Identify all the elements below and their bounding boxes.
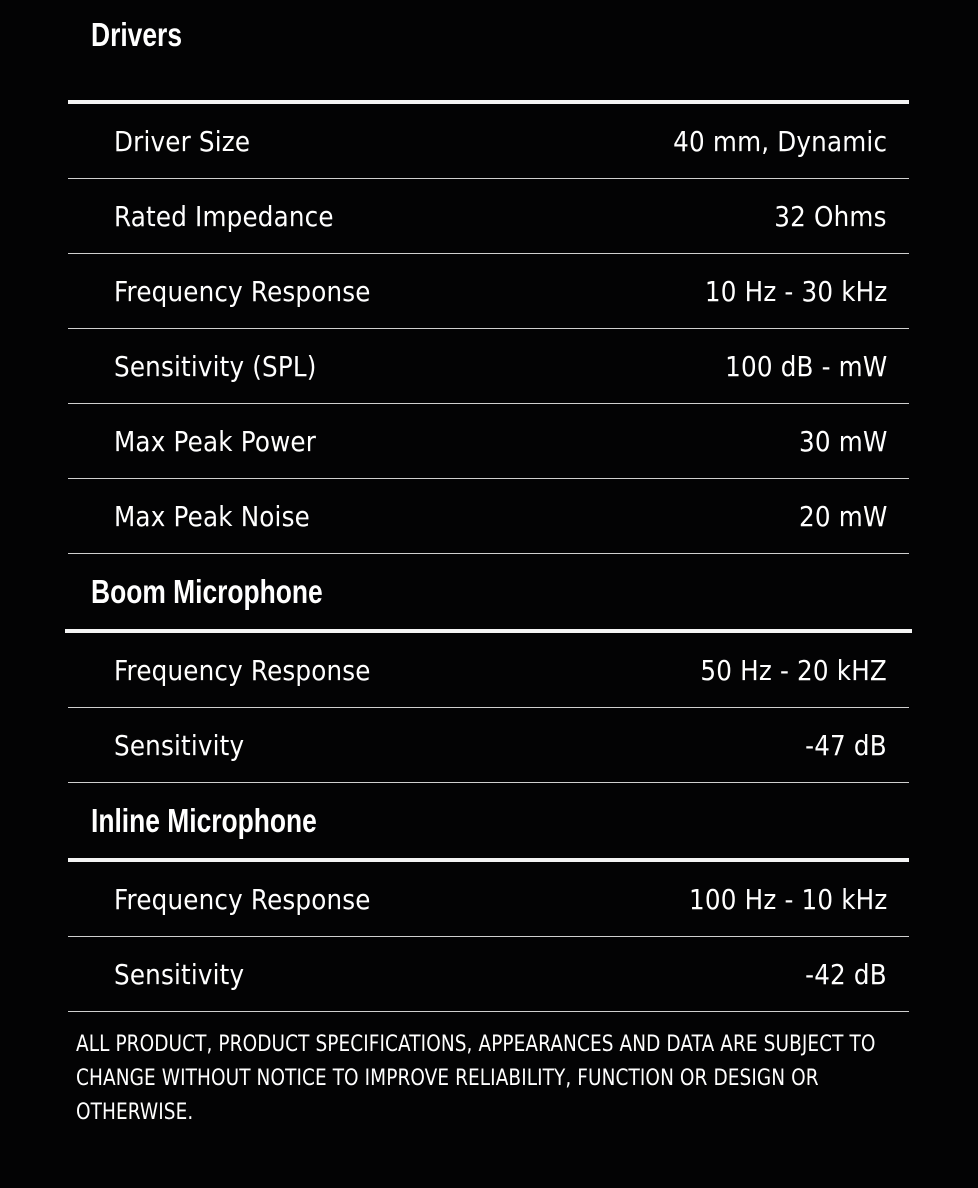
spec-sheet [68,0,909,1012]
spec-row-inline-frequency-response [68,862,909,937]
spec-value: -42 dB [805,957,887,991]
spec-label: Sensitivity [114,957,245,991]
spec-row-sensitivity-spl [68,329,909,404]
spec-row-rated-impedance [68,179,909,254]
spec-value: -47 dB [805,728,887,762]
section-title-drivers: Drivers [91,16,182,53]
spec-row-max-peak-power [68,404,909,479]
spec-label: Frequency Response [114,274,371,308]
spec-label: Driver Size [114,124,251,158]
spec-value: 50 Hz - 20 kHZ [700,653,887,687]
spec-label: Frequency Response [114,882,371,916]
spec-row-max-peak-noise [68,479,909,554]
section-title-boom-microphone: Boom Microphone [91,572,323,610]
spec-value: 100 dB - mW [724,349,887,383]
spec-row-boom-sensitivity [68,708,909,783]
spec-value: 100 Hz - 10 kHz [688,882,887,916]
spec-row-frequency-response [68,254,909,329]
spec-label: Max Peak Noise [114,499,310,533]
spec-label: Rated Impedance [114,199,334,233]
spec-label: Max Peak Power [114,424,317,458]
spec-label: Sensitivity [114,728,245,762]
spec-value: 40 mm, Dynamic [673,124,887,158]
spec-row-boom-frequency-response [68,633,909,708]
spec-label: Frequency Response [114,653,371,687]
spec-value: 32 Ohms [774,199,887,233]
spec-row-driver-size [68,104,909,179]
disclaimer-text: ALL PRODUCT, PRODUCT SPECIFICATIONS, APPEARANCES AND DATA ARE SUBJECT TO CHANGE WITHOUT NOTICE TO IMPROVE RELIABILITY, FUNCTION OR DESIGN OR OTHERWISE. [76,1032,876,1125]
spec-label: Sensitivity (SPL) [114,349,317,383]
spec-value: 20 mW [798,499,887,533]
spec-value: 10 Hz - 30 kHz [704,274,887,308]
spec-row-inline-sensitivity [68,937,909,1012]
section-title-inline-microphone: Inline Microphone [91,801,317,839]
spec-value: 30 mW [798,424,887,458]
